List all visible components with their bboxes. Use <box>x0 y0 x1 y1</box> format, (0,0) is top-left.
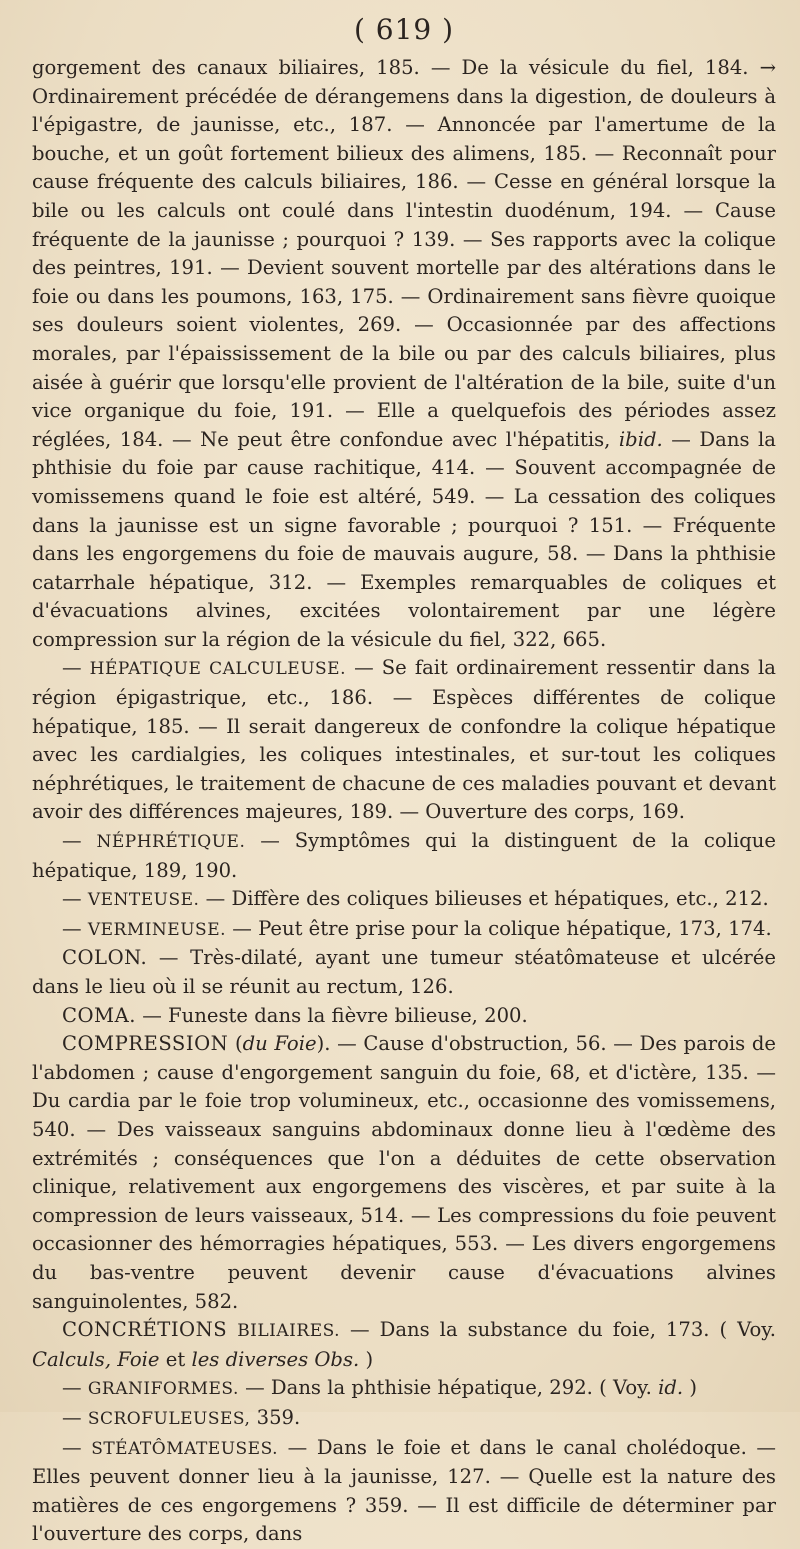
entry-text-italic: id. <box>658 1376 684 1400</box>
entry-colon <box>32 944 776 1001</box>
entry-subheading: GRANIFORMES. <box>87 1379 239 1400</box>
entry-text-italic: du Foie <box>242 1032 317 1056</box>
entry-subheading: SCROFULEUSES, <box>87 1408 251 1429</box>
entry-dash: — <box>62 1376 88 1400</box>
entry-dash: — <box>62 829 97 853</box>
entry-subheading: VENTEUSE. <box>87 890 200 911</box>
entry-dash: — <box>62 1405 88 1429</box>
entry-text: ) <box>359 1347 374 1371</box>
page-number: ( 619 ) <box>353 13 455 46</box>
entry-vermineuse <box>32 915 776 945</box>
entry-subheading: NÉPHRÉTIQUE. <box>96 832 246 853</box>
entry-text: ). — Cause d'obstruction, 56. — Des parois de l'abdomen ; cause d'engorgement sanguin du foie, 68, et d'ictère, 135. — Du cardia par le foie trop volumineux, etc., occasionne des vomissemens, 540. — Des vaisseaux sanguins abdominaux donne lieu à l'œdème des extrémités ; conséquences que l'on a déduites de cette observation clinique, relativement aux engorgemens des viscères, et par suite à la compression de leurs vaisseaux, 514. — Les compressions du foie peuvent occasionner des hémorragies hépatiques, 553. — Les divers engorgemens du bas-ventre peuvent devenir cause d'évacuations alvines sanguinolentes, 582. <box>32 1032 777 1313</box>
index-text <box>32 54 776 1549</box>
entry-graniformes <box>32 1374 776 1404</box>
entry-venteuse <box>32 885 776 915</box>
entry-concretions-biliaires <box>32 1316 776 1374</box>
entry-dash: — <box>62 887 88 911</box>
entry-text: ( <box>228 1032 243 1056</box>
entry-text: et <box>159 1347 192 1371</box>
entry-steatomateuses <box>32 1434 776 1549</box>
entry-coma <box>32 1002 776 1031</box>
entry-text: — Symptômes qui la distinguent de la colique hépatique, 189, 190. <box>32 829 776 882</box>
entry-text: — Dans la phthisie du foie par cause rachitique, 414. — Souvent accompagnée de vomissemens quand le foie est altéré, 549. — La cessation des coliques dans la jaunisse est un signe favorable ; pourquoi ? 151. — Fréquente dans les engorgemens du foie de mauvais augure, 58. — Dans la phthisie catarrhale hépatique, 312. — Exemples remarquables de coliques et d'évacuations alvines, excitées volontairement par une légère compression sur la région de la vésicule du fiel, 322, 665. <box>32 427 776 651</box>
entry-colique-hepatique-continued <box>32 54 776 654</box>
book-page <box>32 12 777 1546</box>
entry-subheading: STÉATÔMATEUSES. <box>91 1438 279 1459</box>
entry-text: — Se fait ordinairement ressentir dans la région épigastrique, etc., 186. — Espèces différentes de colique hépatique, 185. — Il serait dangereux de confondre la colique hépatique avec les cardialgies, les coliques intestinales, et sur-tout les coliques néphrétiques, le traitement de chacune de ces maladies pouvant et devant avoir des différences majeures, 189. — Ouverture des corps, 169. <box>32 656 776 824</box>
entry-headword: COLON. <box>62 946 148 970</box>
entry-subheading: BILIAIRES. <box>237 1321 341 1342</box>
entry-compression <box>32 1030 776 1316</box>
entry-text-italic: ibid. <box>618 427 663 451</box>
entry-text: — Peut être prise pour la colique hépatique, 173, 174. <box>226 916 772 940</box>
entry-text-italic: les diverses Obs. <box>191 1347 360 1371</box>
entry-text: — Diffère des coliques bilieuses et hépatiques, etc., 212. <box>199 887 769 911</box>
entry-text: — Très-dilaté, ayant une tumeur stéatômateuse et ulcérée dans le lieu où il se réunit au rectum, 126. <box>32 946 776 998</box>
entry-nephretique <box>32 827 776 885</box>
entry-text <box>227 1318 237 1341</box>
entry-hepatique-calculeuse <box>32 654 776 827</box>
entry-headword: CONCRÉTIONS <box>62 1318 228 1342</box>
entry-text: ) <box>683 1376 697 1400</box>
entry-dash: — <box>62 916 88 940</box>
entry-text: gorgement des canaux biliaires, 185. — De la vésicule du fiel, 184. → Ordinairement précédée de dérangemens dans la digestion, de douleurs à l'épigastre, de jaunisse, etc., 187. — Annoncée par l'amertume de la bouche, et un goût fortement bilieux des alimens, 185. — Reconnaît pour cause fréquente des calculs biliaires, 186. — Cesse en général lorsque la bile ou les calculs ont coulé dans l'intestin duodénum, 194. — Cause fréquente de la jaunisse ; pourquoi ? 139. — Ses rapports avec la colique des peintres, 191. — Devient souvent mortelle par des altérations dans le foie ou dans les poumons, 163, 175. — Ordinairement sans fièvre quoique ses douleurs soient violentes, 269. — Occasionnée par des affections morales, par l'épaississement de la bile ou par des calculs biliaires, plus aisée à guérir que lorsqu'elle provient de l'altération de la bile, suite d'un vice organique du foie, 191. — Elle a quelquefois des périodes assez réglées, 184. — Ne peut être confondue avec l'hépatitis, <box>32 56 776 451</box>
entry-text: — Dans le foie et dans le canal cholédoque. — Elles peuvent donner lieu à la jaunisse, 127. — Quelle est la nature des matières de ces engorgemens ? 359. — Il est difficile de déterminer par l'ouverture des corps, dans <box>32 1435 776 1546</box>
entry-scrofuleuses <box>32 1404 776 1434</box>
entry-dash: — <box>62 1435 92 1459</box>
entry-text: — Funeste dans la fièvre bilieuse, 200. <box>136 1003 528 1027</box>
entry-text-italic: Calculs, Foie <box>32 1347 160 1371</box>
entry-subheading: HÉPATIQUE CALCULEUSE. <box>89 659 346 680</box>
entry-subheading: VERMINEUSE. <box>87 919 227 940</box>
entry-text: — Dans la substance du foie, 173. ( Voy. <box>340 1318 777 1342</box>
entry-dash: — <box>62 656 90 680</box>
entry-headword: COMA. <box>62 1003 136 1027</box>
entry-text: — Dans la phthisie hépatique, 292. ( Voy. <box>238 1376 659 1400</box>
entry-text: 359. <box>250 1405 301 1429</box>
entry-headword: COMPRESSION <box>62 1032 229 1056</box>
